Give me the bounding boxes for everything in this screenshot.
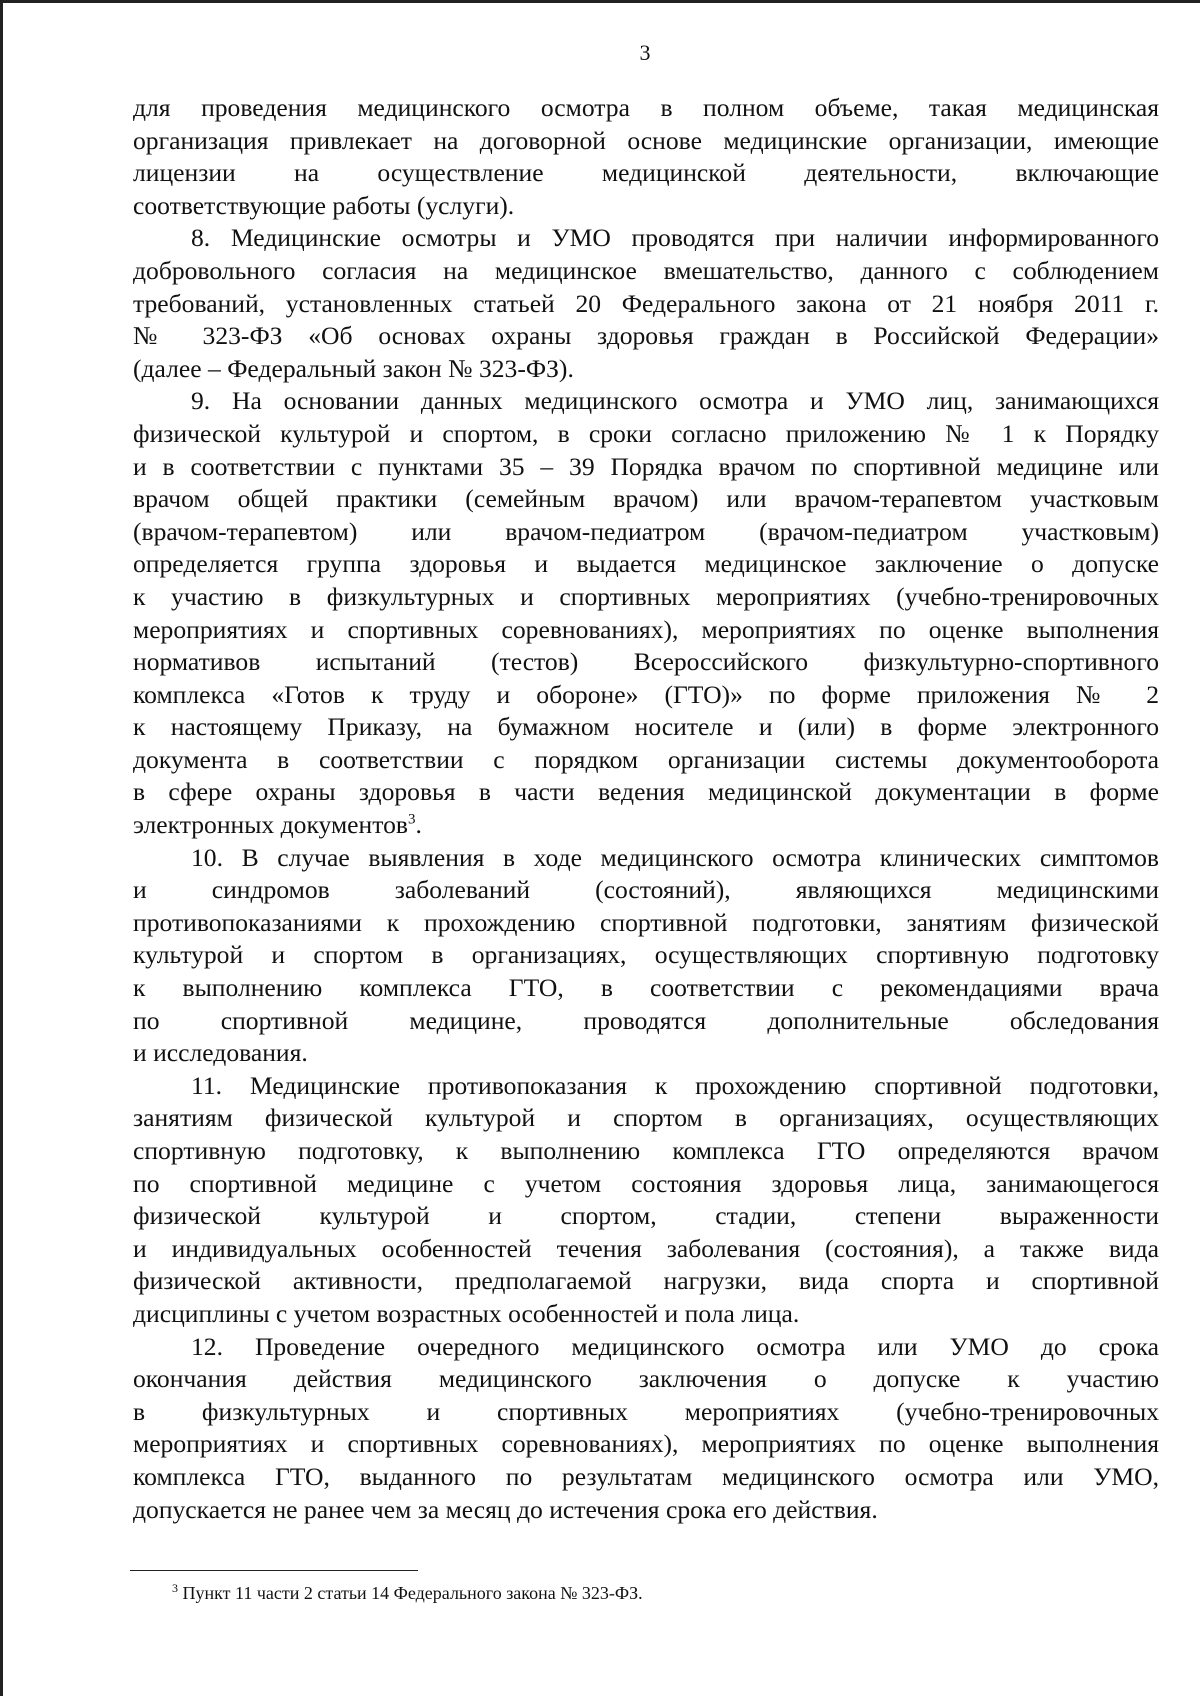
text-line: мероприятиях и спортивных соревнованиях), мероприятиях по оценке выполнения	[133, 614, 1159, 644]
text-line: добровольного согласия на медицинское вмешательство, данного с соблюдением	[133, 255, 1159, 285]
paragraph-tail: .	[415, 810, 422, 840]
text-line: нормативов испытаний (тестов) Всероссийского физкультурно-спортивного	[133, 647, 1159, 677]
text-line: для проведения медицинского осмотра в полном объеме, такая медицинская	[133, 93, 1159, 122]
text-line: врачом общей практики (семейным врачом) или врачом-терапевтом участковым	[133, 484, 1159, 514]
text-line: окончания действия медицинского заключения о допуске к участию	[133, 1364, 1159, 1394]
text-line: требований, установленных статьей 20 Федерального закона от 21 ноября 2011 г.	[133, 288, 1159, 318]
text-line: и в соответствии с пунктами 35 – 39 Порядка врачом по спортивной медицине или	[133, 451, 1159, 481]
text-line: (врачом-терапевтом) или врачом-педиатром (врачом-педиатром участковым)	[133, 516, 1159, 546]
text-line: в сфере охраны здоровья в части ведения медицинской документации в форме	[133, 777, 1159, 807]
text-line: 11. Медицинские противопоказания к прохождению спортивной подготовки,	[191, 1070, 1159, 1100]
text-line: физической культурой и спортом, в сроки согласно приложению № 1 к Порядку	[133, 418, 1159, 448]
text-line: организация привлекает на договорной основе медицинские организации, имеющие	[133, 125, 1159, 155]
footnote-marker: 3	[172, 1581, 178, 1595]
paragraph-p8	[133, 222, 1159, 385]
text-line: комплекса ГТО, выданного по результатам медицинского осмотра или УМО,	[133, 1461, 1159, 1491]
page-number: 3	[639, 40, 651, 65]
text-line: комплекса «Готов к труду и обороне» (ГТО)» по форме приложения № 2	[133, 679, 1159, 709]
footnote-reference: 3	[407, 811, 416, 828]
text-line: спортивную подготовку, к выполнению комплекса ГТО определяются врачом	[133, 1136, 1159, 1165]
text-line: физической культурой и спортом, стадии, степени выраженности	[133, 1201, 1159, 1231]
text-line: документа в соответствии с порядком организации системы документооборота	[133, 744, 1159, 774]
text-line: допускается не ранее чем за месяц до истечения срока его действия.	[133, 1494, 878, 1524]
text-line: № 323-ФЗ «Об основах охраны здоровья граждан в Российской Федерации»	[133, 321, 1159, 351]
text-line: 8. Медицинские осмотры и УМО проводятся при наличии информированного	[191, 223, 1159, 253]
text-line: по спортивной медицине с учетом состояния здоровья лица, занимающегося	[133, 1168, 1159, 1198]
text-line: к участию в физкультурных и спортивных мероприятиях (учебно-тренировочных	[133, 581, 1159, 611]
text-line: определяется группа здоровья и выдается медицинское заключение о допуске	[133, 549, 1159, 579]
text-line: занятиям физической культурой и спортом в организациях, осуществляющих	[133, 1103, 1159, 1133]
text-line: к выполнению комплекса ГТО, в соответствии с рекомендациями врача	[133, 973, 1159, 1003]
document-body	[133, 92, 1159, 1526]
text-line: соответствующие работы (услуги).	[133, 190, 515, 220]
text-line: 10. В случае выявления в ходе медицинского осмотра клинических симптомов	[191, 842, 1159, 872]
text-line: 9. На основании данных медицинского осмотра и УМО лиц, занимающихся	[191, 386, 1159, 416]
footnote-text: Пункт 11 части 2 статьи 14 Федерального закона № 323-ФЗ.	[182, 1583, 643, 1603]
scan-edge-left	[0, 0, 3, 1696]
paragraph-p12	[133, 1331, 1159, 1527]
paragraph-p9	[133, 385, 1159, 841]
paragraph-p7-cont	[133, 92, 1159, 222]
footnote-separator	[130, 1570, 418, 1571]
text-line: в физкультурных и спортивных мероприятиях (учебно-тренировочных	[133, 1396, 1159, 1426]
text-line: лицензии на осуществление медицинской деятельности, включающие	[133, 158, 1159, 188]
text-line: и исследования.	[133, 1038, 308, 1068]
text-line: по спортивной медицине, проводятся дополнительные обследования	[133, 1005, 1159, 1035]
text-line: и индивидуальных особенностей течения заболевания (состояния), а также вида	[133, 1233, 1159, 1263]
text-line: электронных документов$^3$.	[133, 810, 422, 840]
text-line: и синдромов заболеваний (состояний), являющихся медицинскими	[133, 875, 1159, 905]
scan-edge-top	[0, 0, 1200, 3]
footnote	[172, 1582, 643, 1604]
text-line: противопоказаниями к прохождению спортивной подготовки, занятиям физической	[133, 907, 1159, 937]
text-line: (далее – Федеральный закон № 323-ФЗ).	[133, 353, 574, 383]
text-line: дисциплины с учетом возрастных особенностей и пола лица.	[133, 1298, 800, 1328]
paragraph-p11	[133, 1070, 1159, 1331]
paragraph-p10	[133, 842, 1159, 1070]
text-line: физической активности, предполагаемой нагрузки, вида спорта и спортивной	[133, 1266, 1159, 1296]
text-line: культурой и спортом в организациях, осуществляющих спортивную подготовку	[133, 940, 1159, 970]
text-line: 12. Проведение очередного медицинского осмотра или УМО до срока	[191, 1331, 1159, 1361]
text-line: к настоящему Приказу, на бумажном носителе и (или) в форме электронного	[133, 712, 1159, 742]
text-line: мероприятиях и спортивных соревнованиях), мероприятиях по оценке выполнения	[133, 1429, 1159, 1459]
